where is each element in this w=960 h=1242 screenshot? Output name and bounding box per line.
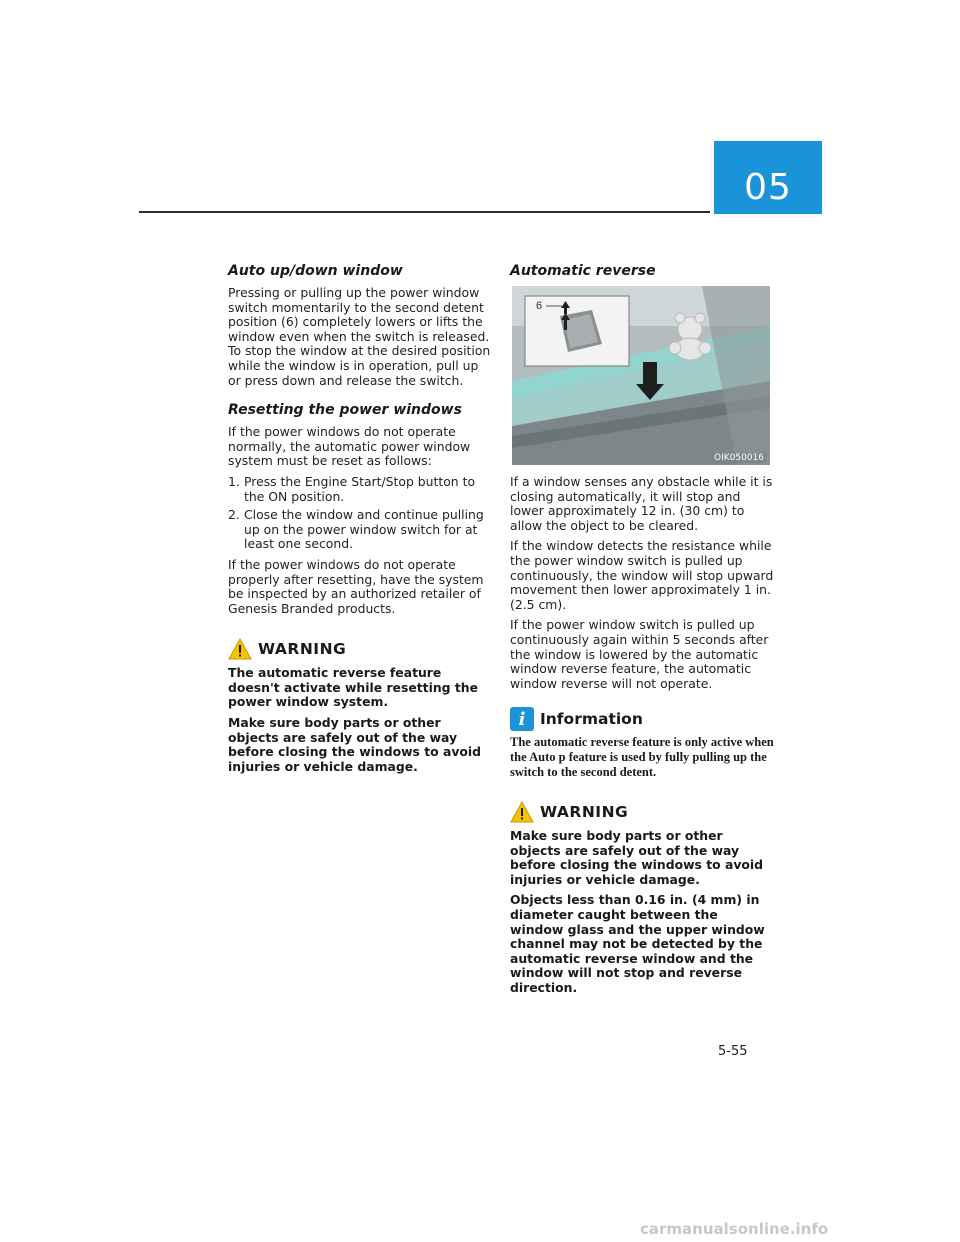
section-title-auto-updown: Auto up/down window (228, 263, 403, 279)
header-rule (139, 211, 710, 213)
warning-text: Make sure body parts or other objects are safely out of the way before closing the windows to avoid injuries or vehicle damage. (228, 715, 482, 774)
warning-text: Objects less than 0.16 in. (4 mm) in diameter caught between the window glass and the upper window channel may not be detected by the automatic reverse window and the window will not stop and reverse direction. (510, 892, 765, 996)
figure-code: OIK050016 (714, 453, 764, 463)
resetting-outro: If the power windows do not operate properly after resetting, have the system be inspected by an authorized retailer of Genesis Branded products. (228, 556, 484, 616)
reset-steps (228, 475, 493, 552)
section-title-auto-reverse: Automatic reverse (510, 263, 656, 279)
auto-reverse-text: If a window senses any obstacle while it is closing automatically, it will stop and lower approximately 12 in. (30 cm) to allow the object to be cleared. (510, 474, 773, 533)
information-icon: i (510, 707, 534, 731)
window-illustration (512, 286, 770, 465)
page-number: 5-55 (718, 1044, 748, 1059)
warning-title: WARNING (258, 640, 347, 659)
warning-triangle-icon (228, 638, 252, 660)
callout-number: 6 (536, 300, 543, 312)
reset-step: 1. Press the Engine Start/Stop button to the ON position. (228, 473, 476, 504)
section-title-resetting: Resetting the power windows (228, 402, 462, 419)
information-title: Information (540, 710, 643, 729)
reset-step: 2. Close the window and continue pulling up on the power window switch for at least one second. (228, 507, 484, 552)
door-window-image (512, 286, 770, 465)
warning-text: Make sure body parts or other objects are safely out of the way before closing the windows to avoid injuries or vehicle damage. (510, 828, 764, 887)
chapter-tab: 05 (714, 141, 822, 214)
warning-text: The automatic reverse feature doesn't activate while resetting the power window system. (228, 665, 478, 710)
auto-reverse-text: If the power window switch is pulled up continuously again within 5 seconds after the window is lowered by the automatic window reverse feature, the automatic window reverse will not operate. (510, 617, 769, 691)
left-column (228, 263, 493, 780)
information-text: The automatic reverse feature is only active when the Auto p feature is used by fully pulling up the switch to the second detent. (510, 735, 774, 779)
auto-reverse-text: If the window detects the resistance while the power window switch is pulled up continuously, the window will stop upward movement then lower approximately 1 in. (2.5 cm). (510, 538, 774, 612)
warning-triangle-icon (510, 801, 534, 823)
resetting-intro: If the power windows do not operate normally, the automatic power window system must be reset as follows: (228, 424, 471, 469)
warning-heading (228, 638, 493, 660)
warning-heading (510, 801, 775, 823)
right-column (510, 263, 775, 1002)
information-heading (510, 707, 775, 731)
warning-title: WARNING (540, 803, 629, 822)
auto-updown-body: Pressing or pulling up the power window switch momentarily to the second detent position (6) completely lowers or lifts the window even when the switch is released. To stop the window at the desired position while the window is in operation, pull up or press down and release the switch. (228, 285, 491, 388)
watermark: carmanualsonline.info (640, 1220, 829, 1238)
